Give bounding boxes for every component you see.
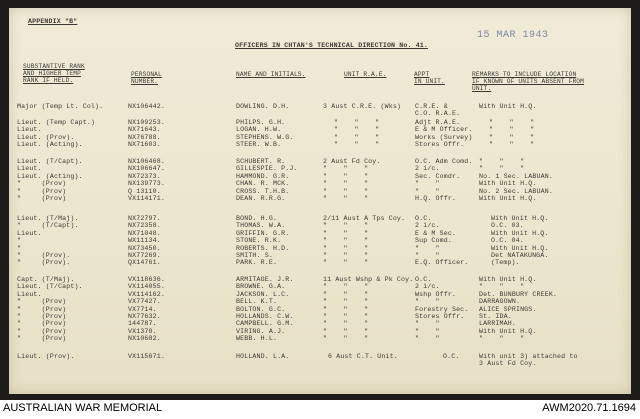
appendix-label: APPENDIX "B" <box>28 18 78 25</box>
table-row-rank: Lieut. (T/Maj). " (T/Capt). Lieut. " " " (Prov). " (Prov). <box>17 215 79 267</box>
table-row-unit: 3 Aust C.R.E. (Wks) <box>323 103 402 110</box>
table-row-name: SCHUBERT. R. GILLESPIE. P.J. HAMMOND. G.R. CHAN. R. MCK. CROSS. T.H.B. DEAN. R.R.G. <box>236 158 298 203</box>
table-row-name: HOLLAND. L.A. <box>236 353 290 360</box>
document-title: OFFICERS IN CHTAN'S TECHNICAL DIRECTION No. 41. <box>235 42 429 49</box>
header-unit: UNIT R.A.E. <box>344 71 387 78</box>
table-row-name: BOND. H.G. THOMAS. W.A. GRIFFIN. G.R. STONE. R.K. ROBERTS. H.D. SMITH. S. PARK. R.E. <box>236 215 290 267</box>
table-row-appt: O.C. 2 i/c. Wshp Offr. " " Forestry Sec. Stores Offr. " " " " " " <box>415 276 469 343</box>
table-row-unit: 2/11 Aust A Tps Coy. " " " " " " " " " " " " " " " " " " <box>323 215 406 267</box>
table-row-rank: Capt. (T/Maj). Lieut. (T/Capt). Lieut. " (Prov) " (Prov) " (Prov) " (Prov) " (Prov) " (Prov) <box>17 276 83 343</box>
table-row-rank: Lieut. (T/Capt). Lieut. Lieut. (Acting). " (Prov) " (Prov) " (Prov) <box>17 158 83 203</box>
header-name: NAME AND INITIALS. <box>236 71 306 78</box>
table-row-name: ARMITAGE. J.R. BROWNE. G.A. JACKSON. L.C. BELL. K.T. BOLTON. G.C. HOLLANDS. C.W. CAMPBELL. G.M. VIRING. A.J. WEBB. H.L. <box>236 276 294 343</box>
table-row-number: NX109253. NX71643. NX76788. NX71603. <box>128 119 165 149</box>
table-row-remarks: With Unit H.Q. <box>479 103 537 110</box>
table-row-rank: Lieut. (Prov). <box>17 353 75 360</box>
table-row-appt: O.C. 2 i/c. E & M Sec. Sup Comd. " " " " E.Q. Officer. <box>415 215 469 267</box>
table-row-unit: 11 Aust Wshp & Pk Coy. " " " " " " " " " " " " " " " " " " " " " " " " <box>323 276 414 343</box>
footer-credit: AUSTRALIAN WAR MEMORIAL <box>3 402 163 414</box>
header-number: PERSONAL NUMBER. <box>131 71 162 86</box>
table-row-remarks: " " " " " " " " " " " " <box>489 119 535 149</box>
footer-accession-number: AWM2020.71.1694 <box>542 402 636 414</box>
table-row-remarks: With Unit H.Q. O.C. 03. With Unit H.Q. O.C. 04. With Unit H.Q. Det NATAKUNGA. (Temp). <box>491 215 549 267</box>
document-page <box>9 8 631 394</box>
table-row-unit: 2 Aust Fd Coy. " " " " " " " " " " " " " " " <box>323 158 381 203</box>
table-row-appt: C.R.E. & C.O. R.A.E. <box>415 103 461 118</box>
table-row-remarks: With Unit H.Q. " " " Det. BUNBURY CREEK. DARRAGOWN. ALICE SPRINGS. St. IDA. LARRIMAH. With Unit H.Q. " " " <box>479 276 558 343</box>
table-row-appt: O.C. <box>443 353 460 360</box>
table-row-remarks: With unit 3) attached to 3 Aust Fd Coy. <box>479 353 578 368</box>
header-rank: SUBSTANTIVE RANK AND HIGHER TEMP RANK IF HELD. <box>23 63 85 85</box>
header-appt: APPT IN UNIT. <box>414 71 445 86</box>
table-row-number: VX118636. VX114055. VX114162. VX77427. VX7714. NX77632. 144787. VX1370. NX10682. <box>128 276 165 343</box>
table-row-rank: Lieut. (Temp Capt.) Lieut. Lieut. (Prov). Lieut. (Acting). <box>17 119 96 149</box>
header-remarks: REMARKS TO INCLUDE LOCATION IF KNOWN OF UNITS ABSENT FROM UNIT. <box>472 71 585 93</box>
table-row-remarks: " " " " " " No. 1 Sec. LABUAN. With Unit H.Q. No. 2 Sec. LABUAN. With Unit H.Q. <box>479 158 553 203</box>
table-row-appt: Adjt R.A.E. E & M Officer. Works (Survey) Stores Offr. <box>415 119 473 149</box>
table-row-unit: " " " " " " " " " " " " <box>334 119 380 149</box>
table-row-name: DOWLING. D.H. <box>236 103 290 110</box>
table-row-number: NX72797. NX72358. NX71048. WX11134. NX73450. NX77269. QX14761. <box>128 215 161 267</box>
table-row-unit: 6 Aust C.T. Unit. <box>328 353 398 360</box>
table-row-number: NX106468. NX106647. NX72373. NX139773. Q 13110. VX114171. <box>128 158 165 203</box>
date-stamp: 15 MAR 1943 <box>477 30 549 41</box>
table-row-name: PHILPS. G.H. LOGAN. H.W. STEPHENS. W.G. STEER. W.B. <box>236 119 294 149</box>
table-row-appt: O.C. Adm Comd. 2 i/c. Sec. Comdr. " " " " H.Q. Offr. <box>415 158 473 203</box>
table-row-rank: Major (Temp Lt. Col). <box>17 103 104 110</box>
table-row-number: VX115671. <box>128 353 165 360</box>
table-row-number: NX106442. <box>128 103 165 110</box>
